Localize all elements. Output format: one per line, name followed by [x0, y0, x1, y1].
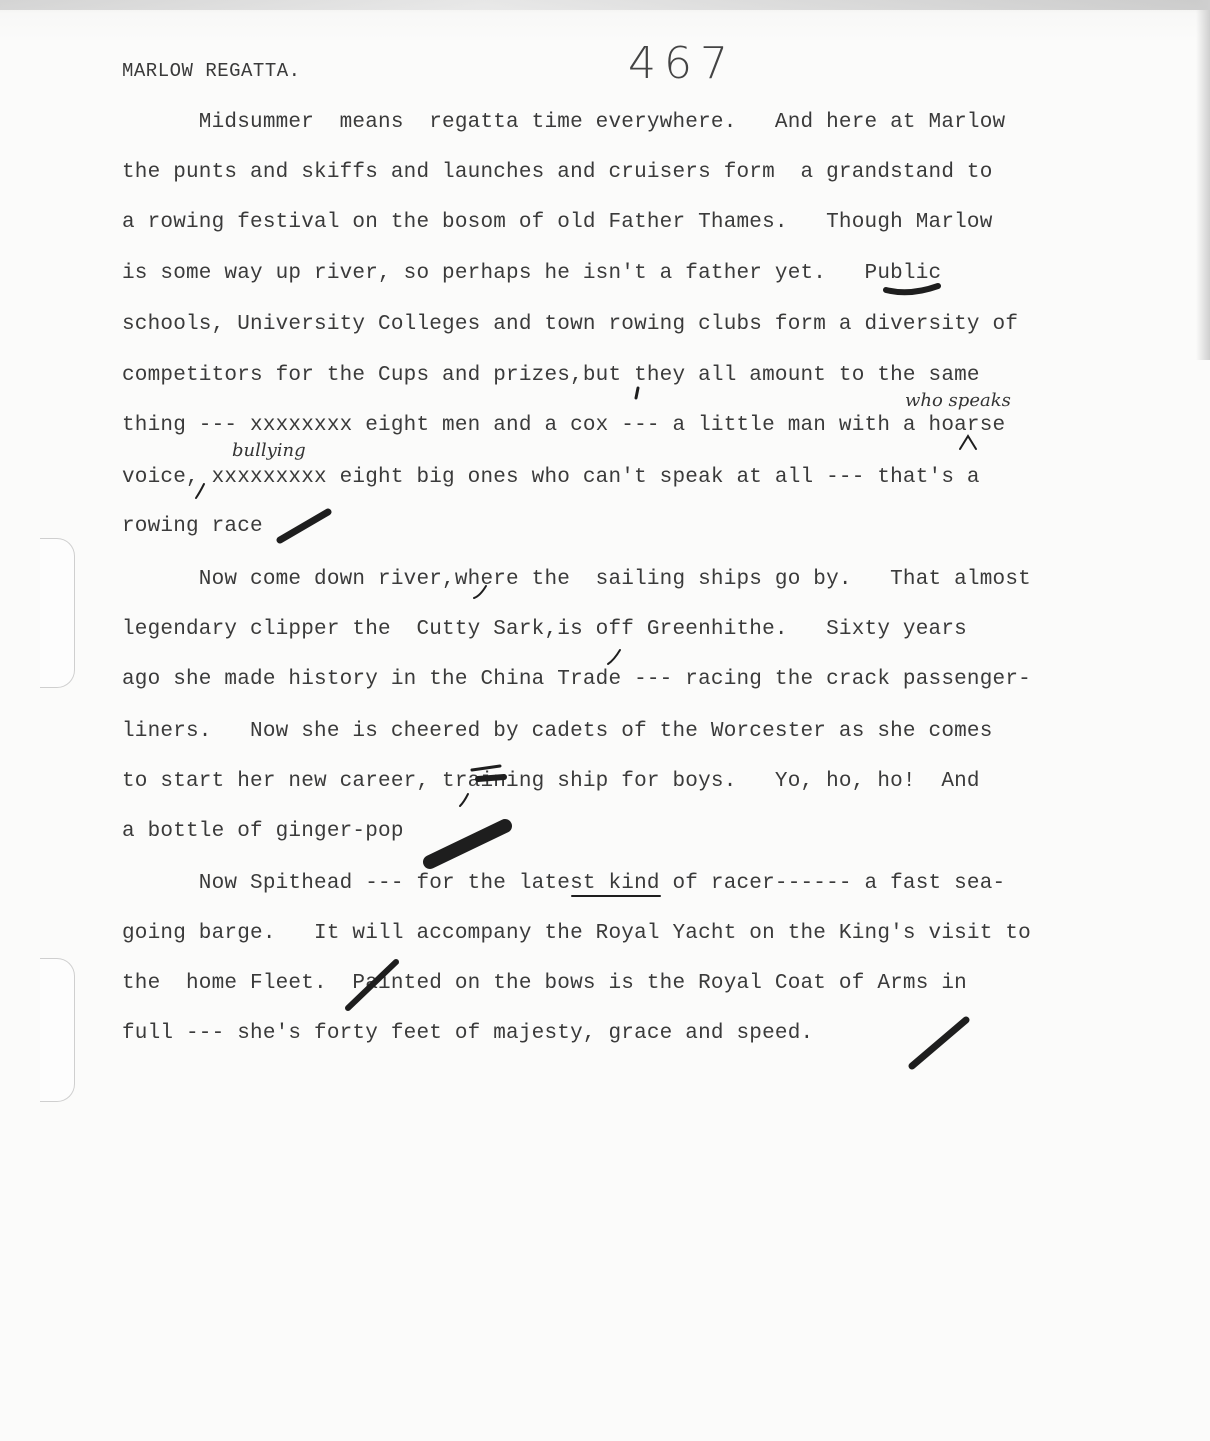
text-line-4: is some way up river, so perhaps he isn't a father yet. Public [122, 262, 942, 285]
strike-mark-yet [886, 286, 938, 292]
overline-mark-career [472, 766, 500, 770]
document-title: MARLOW REGATTA. [122, 60, 301, 82]
comma-mark-sark [608, 650, 620, 664]
text-line-12: ago she made history in the China Trade --- racing the crack passenger- [122, 668, 1031, 691]
text-line-11: legendary clipper the Cutty Sark,is off Greenhithe. Sixty years [122, 618, 967, 641]
comma-mark-prizes [636, 388, 638, 398]
strike-mark-career [478, 777, 504, 779]
text-line-10: Now come down river,where the sailing ships go by. That almost [122, 568, 1031, 591]
slash-mark-fleet [348, 962, 396, 1008]
text-line-19: full --- she's forty feet of majesty, grace and speed. [122, 1022, 814, 1045]
text-line-13: liners. Now she is cheered by cadets of the Worcester as she comes [122, 720, 993, 743]
text-line-18: the home Fleet. Painted on the bows is the Royal Coat of Arms in [122, 972, 967, 995]
text-line-17: going barge. It will accompany the Royal Yacht on the King's visit to [122, 922, 1031, 945]
text-line-5: schools, University Colleges and town rowing clubs form a diversity of [122, 313, 1019, 336]
text-line-9: rowing race [122, 515, 263, 538]
text-line-16: Now Spithead --- for the latest kind of racer------ a fast sea- [122, 872, 1006, 895]
handwritten-page-number: 467 [628, 38, 736, 89]
slash-mark-rowing-race [280, 512, 328, 540]
comma-mark-river [474, 586, 486, 598]
text-line-3: a rowing festival on the bosom of old Father Thames. Though Marlow [122, 211, 993, 234]
slash-mark-speed [912, 1020, 966, 1066]
handwritten-insert-who-speaks: who speaks [905, 390, 1011, 411]
comma-mark-voice [196, 484, 204, 498]
text-line-15: a bottle of ginger-pop [122, 820, 404, 843]
comma-mark-career [460, 794, 468, 806]
text-line-8: voice, xxxxxxxxx eight big ones who can't speak at all --- that's a [122, 466, 980, 489]
text-line-2: the punts and skiffs and launches and cruisers form a grandstand to [122, 161, 993, 184]
text-line-7: thing --- xxxxxxxx eight men and a cox --- a little man with a hoarse [122, 414, 1006, 437]
text-line-1: Midsummer means regatta time everywhere. And here at Marlow [122, 111, 1006, 134]
text-line-6: competitors for the Cups and prizes,but they all amount to the same [122, 364, 980, 387]
handwritten-insert-bullying: bullying [232, 440, 306, 461]
strike-mark-ginger-pop [430, 826, 505, 862]
text-line-14: to start her new career, training ship for boys. Yo, ho, ho! And [122, 770, 980, 793]
caret-insert-mark [960, 436, 976, 449]
